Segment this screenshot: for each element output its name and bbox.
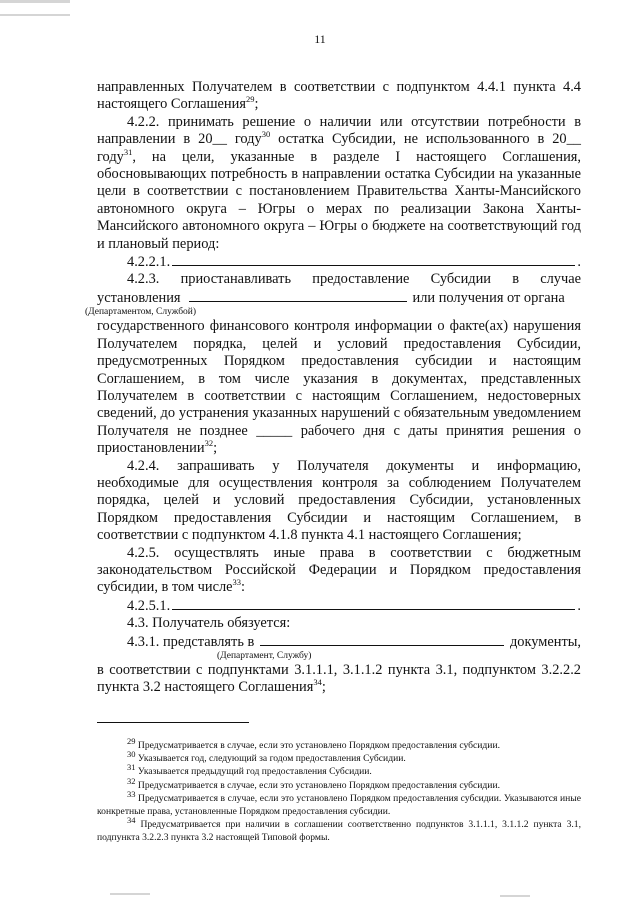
footnote [97, 735, 581, 752]
paragraph-4-2-3-establish-line [97, 289, 581, 307]
footnote-text: Предусматривается в случае, если это установлено Порядком предоставления субсидии. Указываются иные конкретные права, установленные Порядком предоставления субсидии. [97, 792, 581, 818]
paragraph-4-3: 4.3. Получатель обязуется: [127, 615, 291, 632]
footnote [97, 775, 581, 792]
paragraph-4-2-5 [97, 545, 581, 597]
paragraph-4-2-2 [97, 114, 581, 253]
footnote-ref: 32 [204, 438, 214, 449]
footnote-ref: 31 [123, 146, 133, 157]
footnote [97, 788, 581, 818]
paragraph-4-3-1-first-line [97, 633, 581, 651]
paragraph-text: в соответствии с подпунктами 3.1.1.1, 3.1.1.2 пункта 3.1, подпунктом 3.2.2.2 пункта 3.2 настоящего Соглашения [97, 662, 581, 696]
footnote-number: 32 [127, 775, 136, 786]
footnote-text: Предусматривается в случае, если это установлено Порядком предоставления субсидии. [135, 779, 500, 791]
footnote-number: 29 [127, 735, 136, 746]
scan-artifact [0, 0, 70, 3]
footnote-text: Предусматривается в случае, если это установлено Порядком предоставления субсидии. [135, 740, 500, 751]
fill-caption: (Департаментом, Службой) [85, 307, 197, 318]
punctuation: ; [213, 440, 218, 457]
paragraph-4-2-4: 4.2.4. запрашивать у Получателя документы и информацию, необходимые для осуществления контроля за соблюдением Получателем порядка, целей и условий предоставления Субсидии, установленных Порядком предоставления Субсидии и настоящим Соглашением, в соответствии с подпунктом 4.1.8 пункта 4.1 настоящего Соглашения; [97, 457, 581, 544]
footnote-number: 34 [127, 815, 136, 826]
paragraph-text: государственного финансового контроля информации о факте(ах) нарушения Получателем порядка, целей и условий предоставления Субсидии, предусмотренных Порядком предоставления субсидии и настоящим Соглашением, в том числе указания в документах, представленных Получателем в соответствии с настоящим Соглашением, недостоверных сведений, до устранения указанных нарушений с обязательным уведомлением Получателя не позднее _____ рабочего дня с даты принятия решения о приостановлении [97, 318, 581, 457]
paragraph-4-2-3-first-line: 4.2.3. приостанавливать предоставление Субсидии в случае [127, 271, 581, 288]
footnote [97, 815, 581, 844]
footnote-number: 30 [127, 749, 136, 760]
paragraph-text: направленных Получателем в соответствии с подпунктом 4.4.1 пункта 4.4 настоящего Соглашения [97, 79, 581, 113]
fill-line [172, 597, 575, 610]
paragraph-continuation [97, 79, 581, 114]
paragraph-text: остатка Субсидии, не использованного в 20__ году [97, 131, 582, 165]
paragraph-text: 4.3.1. представлять в [127, 633, 255, 650]
punctuation: . [577, 254, 581, 271]
footnote [97, 749, 581, 765]
paragraph-4-2-3-rest [97, 318, 581, 457]
clause-number: 4.2.2.1. [127, 254, 171, 271]
footnote-text: Указывается предыдущий год предоставления Субсидии. [135, 766, 372, 778]
fill-line [260, 633, 504, 646]
paragraph-4-2-5-1 [97, 597, 581, 615]
footnote-number: 33 [127, 788, 136, 799]
document-body [85, 79, 582, 697]
page-number: 11 [314, 32, 326, 46]
punctuation: . [577, 597, 581, 614]
paragraph-text: 4.2.2. принимать решение о наличии или отсутствии потребности в направлении в 20__ году [97, 113, 581, 148]
paragraph-text: , на цели, указанные в разделе I настоящего Соглашения, обосновывающих потребность в направлении остатка Субсидии на указанные цели в соответствии с постановлением Правительства Ханты-Мансийского автономного округа – Югры о мерах по реализации Закона Ханты-Мансийского автономного округа – Югры о бюджете на соответствующий год и плановый период: [97, 148, 581, 252]
footnote-ref: 30 [261, 129, 271, 140]
punctuation: ; [321, 679, 326, 696]
paragraph-text: установления [97, 289, 181, 306]
footnote-ref: 29 [245, 94, 255, 105]
paragraph-4-3-1-rest [97, 662, 581, 697]
footnote-ref: 34 [313, 677, 322, 688]
footnote-separator [97, 722, 249, 723]
paragraph-4-2-2-1 [97, 253, 581, 271]
paragraph-text: 4.2.5. осуществлять иные права в соответствии с бюджетным законодательством Российской Федерации и Порядком предоставления субсидии, в том числе [97, 544, 581, 596]
paragraph-text: документы, [509, 633, 581, 650]
scan-artifact [110, 893, 150, 895]
punctuation: ; [254, 96, 259, 113]
punctuation: : [241, 579, 246, 596]
paragraph-text: или получения от органа [412, 289, 565, 306]
footnotes [97, 735, 581, 845]
footnote-ref: 33 [232, 577, 242, 588]
fill-line [189, 289, 407, 302]
fill-caption: (Департамент, Службу) [217, 651, 312, 661]
scan-artifact [500, 895, 530, 897]
footnote-text: Указывается год, следующий за годом предоставления Субсидии. [135, 753, 406, 765]
clause-number: 4.2.5.1. [127, 597, 171, 614]
footnote-text: Предусматривается при наличии в соглашении соответственно подпунктов 3.1.1.1, 3.1.1.2 пункта 3.1, подпункта 3.2.2.3 пункта 3.2 настоящей Типовой формы. [97, 819, 581, 844]
footnote [97, 762, 581, 778]
fill-line [172, 253, 575, 266]
footnote-number: 31 [127, 762, 136, 773]
scan-artifact [0, 14, 70, 16]
